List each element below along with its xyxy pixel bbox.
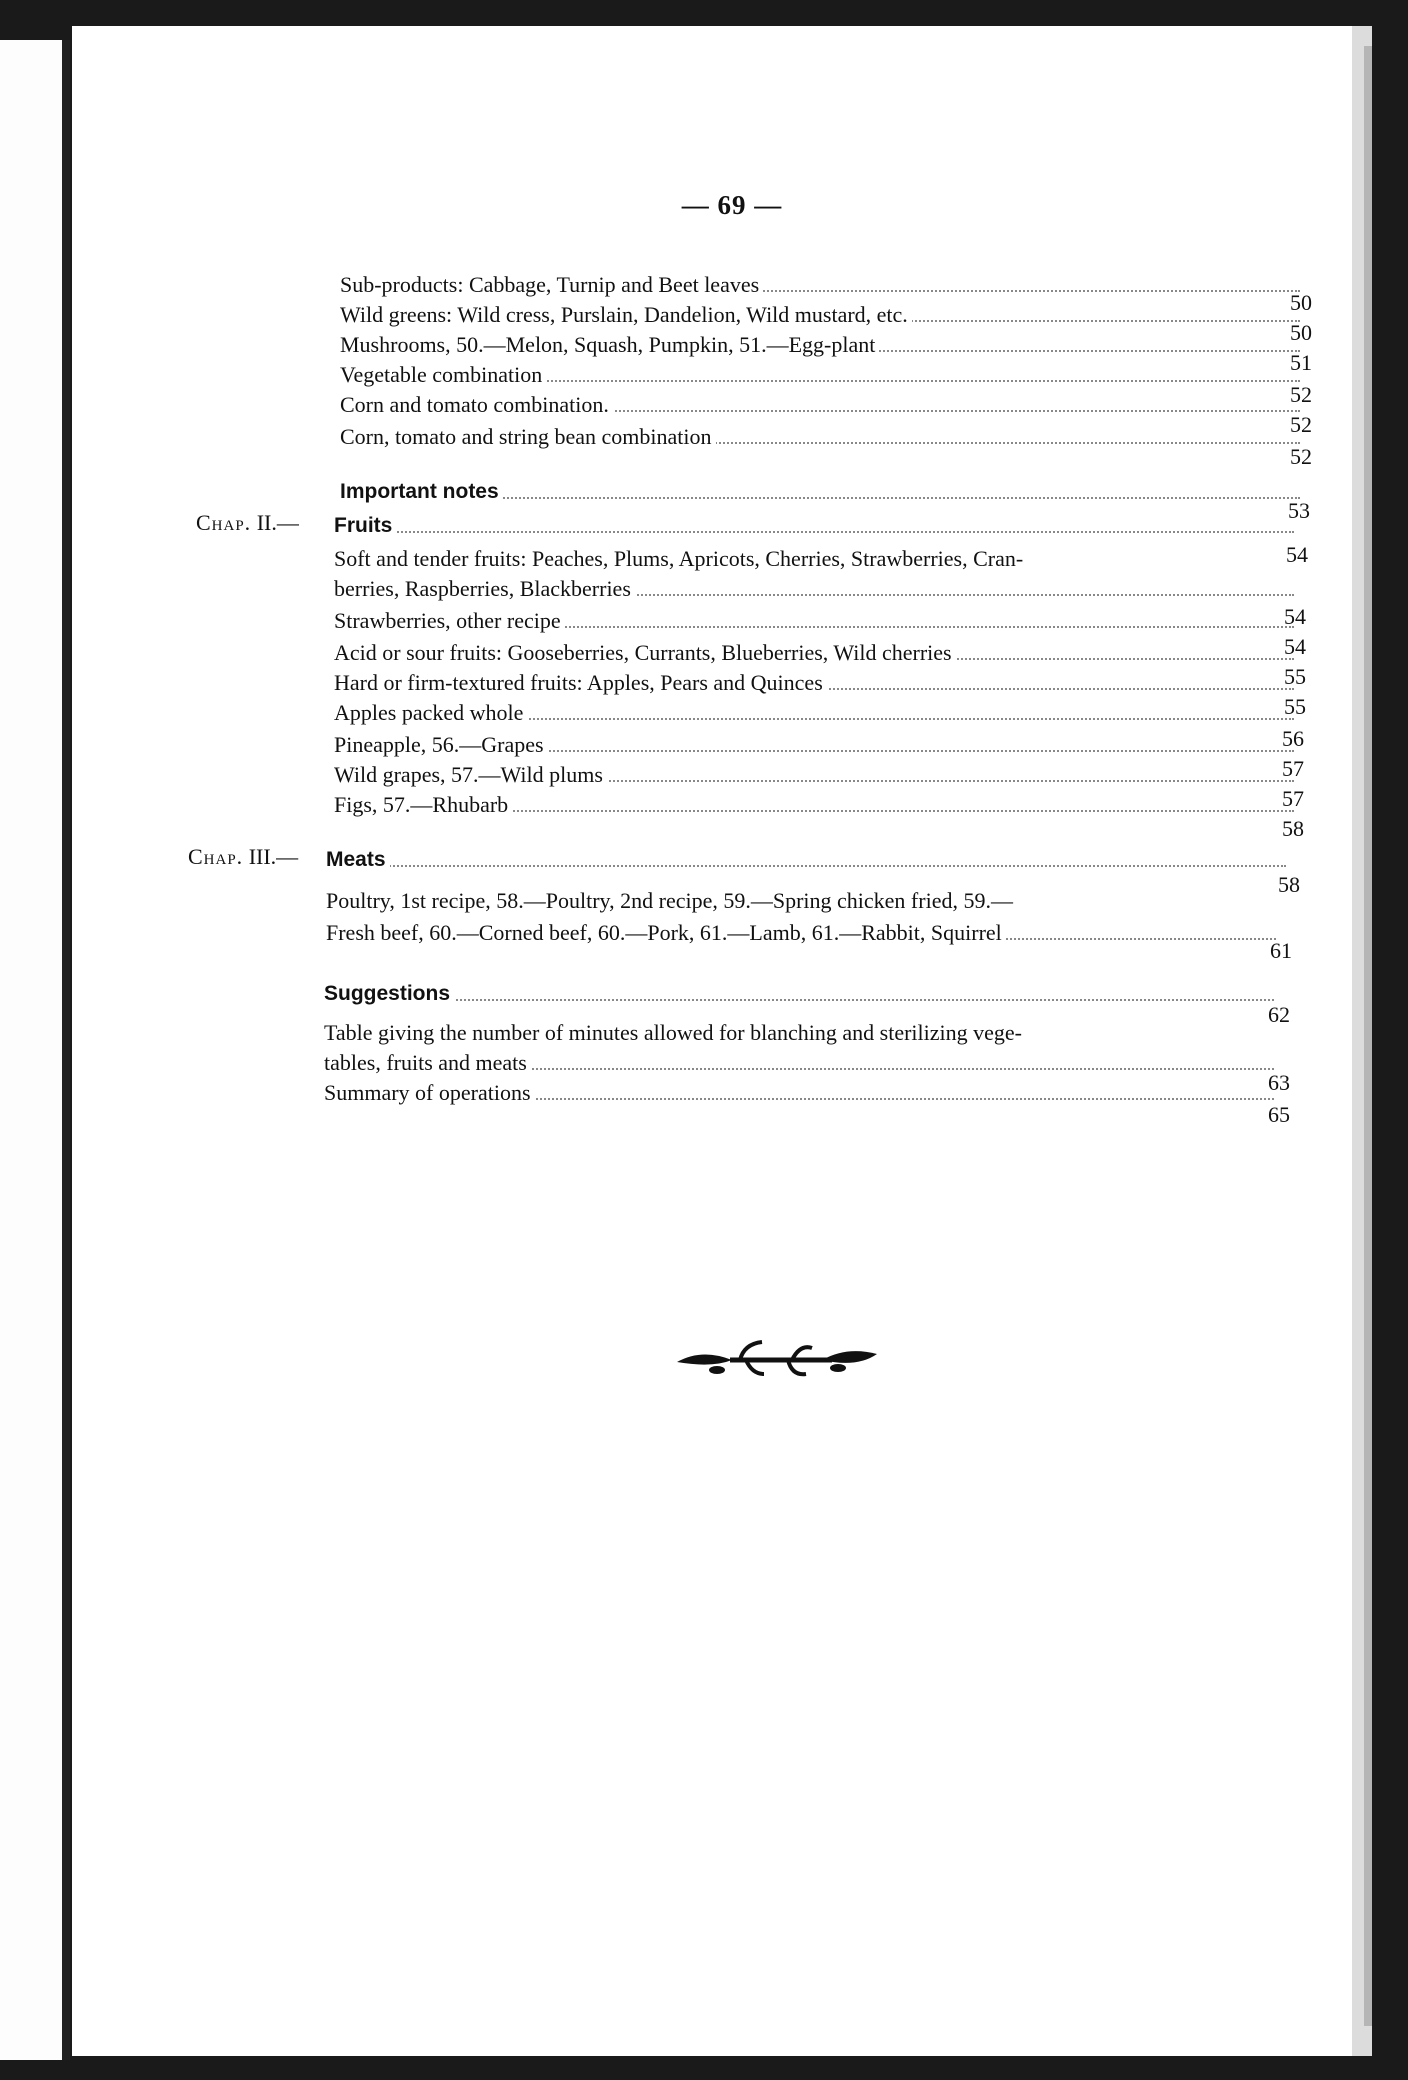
toc-entry (324, 1018, 1026, 1048)
toc-entry-text: Acid or sour fruits: Gooseberries, Currants, Blueberries, Wild cherries (334, 640, 956, 665)
chapter-prefix: Chap. (196, 510, 252, 535)
toc-entry-text: Soft and tender fruits: Peaches, Plums, Apricots, Cherries, Strawberries, Cran- (334, 546, 1027, 571)
toc-section-heading (340, 476, 1300, 507)
toc-entry-text: Sub-products: Cabbage, Turnip and Beet leaves (340, 272, 763, 297)
toc-entry-page: 58 (1282, 816, 1304, 841)
toc-entry-page: 62 (1268, 1002, 1290, 1027)
toc-entry (334, 574, 1294, 604)
chapter-number: III.— (248, 844, 299, 869)
toc-entry-page: 65 (1268, 1102, 1290, 1127)
toc-entry-page: 50 (1290, 290, 1312, 315)
toc-entry-page: 52 (1290, 382, 1312, 407)
toc-entry (340, 300, 1300, 330)
toc-entry-page: 51 (1290, 350, 1312, 375)
dot-leader (326, 865, 1286, 867)
toc-chapter-heading (334, 510, 1294, 541)
dot-leader (334, 531, 1294, 533)
page-shadow-edge (1364, 46, 1372, 2026)
toc-entry-page: 54 (1284, 604, 1306, 629)
toc-entry (334, 698, 1294, 728)
toc-entry (334, 638, 1294, 668)
toc-entry-page: 57 (1282, 786, 1304, 811)
dot-leader (324, 999, 1274, 1001)
previous-page-edge (0, 40, 70, 2060)
toc-entry-text: Table giving the number of minutes allowed for blanching and sterilizing vege- (324, 1020, 1026, 1045)
toc-entry-text: Vegetable combination (340, 362, 546, 387)
section-title-important-notes: Important notes (340, 480, 503, 503)
vine-ornament-icon (672, 1334, 882, 1384)
toc-entry-page: 52 (1290, 444, 1312, 469)
toc-entry-text: Poultry, 1st recipe, 58.—Poultry, 2nd recipe, 59.—Spring chicken fried, 59.— (326, 888, 1017, 913)
chapter-title-fruits: Fruits (334, 514, 396, 537)
toc-entry (334, 606, 1294, 636)
toc-entry-page: 55 (1284, 694, 1306, 719)
page-number: — 69 — (681, 190, 783, 220)
toc-entry-text: tables, fruits and meats (324, 1050, 531, 1075)
toc-entry-text: Fresh beef, 60.—Corned beef, 60.—Pork, 61.—Lamb, 61.—Rabbit, Squirrel (326, 920, 1006, 945)
toc-entry-page: 56 (1282, 726, 1304, 751)
toc-entry-text: Summary of operations (324, 1080, 535, 1105)
chapter-title-meats: Meats (326, 848, 390, 871)
toc-entry-text: Corn and tomato combination. (340, 392, 613, 417)
toc-entry-page: 54 (1284, 634, 1306, 659)
toc-entry-page: 57 (1282, 756, 1304, 781)
toc-entry-page: 54 (1286, 542, 1308, 567)
toc-entry (334, 544, 1027, 574)
toc-entry-text: Strawberries, other recipe (334, 608, 565, 633)
decorative-ornament (672, 1334, 882, 1389)
toc-entry (340, 422, 1300, 452)
toc-entry (334, 790, 1294, 820)
toc-entry (340, 390, 1300, 420)
toc-entry (326, 918, 1276, 948)
toc-chapter-heading (326, 844, 1286, 875)
chapter-label-iii (188, 844, 298, 870)
toc-entry-text: Corn, tomato and string bean combination (340, 424, 716, 449)
toc-entry (324, 1048, 1274, 1078)
toc-entry (326, 886, 1017, 916)
toc-entry-text: Figs, 57.—Rhubarb (334, 792, 512, 817)
toc-entry (334, 668, 1294, 698)
toc-entry-page: 50 (1290, 320, 1312, 345)
toc-entry-text: Pineapple, 56.—Grapes (334, 732, 548, 757)
toc-entry-page: 53 (1288, 498, 1310, 523)
toc-entry-page: 52 (1290, 412, 1312, 437)
toc-entry (340, 330, 1300, 360)
toc-entry-text: Hard or firm-textured fruits: Apples, Pears and Quinces (334, 670, 827, 695)
toc-entry (340, 360, 1300, 390)
section-title-suggestions: Suggestions (324, 982, 454, 1005)
chapter-label-ii (196, 510, 299, 536)
toc-entry-page: 55 (1284, 664, 1306, 689)
toc-entry-text: Wild greens: Wild cress, Purslain, Dandelion, Wild mustard, etc. (340, 302, 912, 327)
book-page (72, 26, 1372, 2056)
toc-entry (334, 760, 1294, 790)
toc-entry-text: Mushrooms, 50.—Melon, Squash, Pumpkin, 51.—Egg-plant (340, 332, 879, 357)
toc-entry-text: berries, Raspberries, Blackberries (334, 576, 635, 601)
toc-entry-page: 63 (1268, 1070, 1290, 1095)
toc-entry (340, 270, 1300, 300)
toc-entry-text: Wild grapes, 57.—Wild plums (334, 762, 607, 787)
toc-entry (334, 730, 1294, 760)
toc-entry-page: 58 (1278, 872, 1300, 897)
chapter-prefix: Chap. (188, 844, 244, 869)
chapter-number: II.— (256, 510, 299, 535)
toc-entry (324, 1078, 1274, 1108)
toc-section-heading (324, 978, 1274, 1009)
toc-entry-text: Apples packed whole (334, 700, 527, 725)
toc-entry-page: 61 (1270, 938, 1292, 963)
